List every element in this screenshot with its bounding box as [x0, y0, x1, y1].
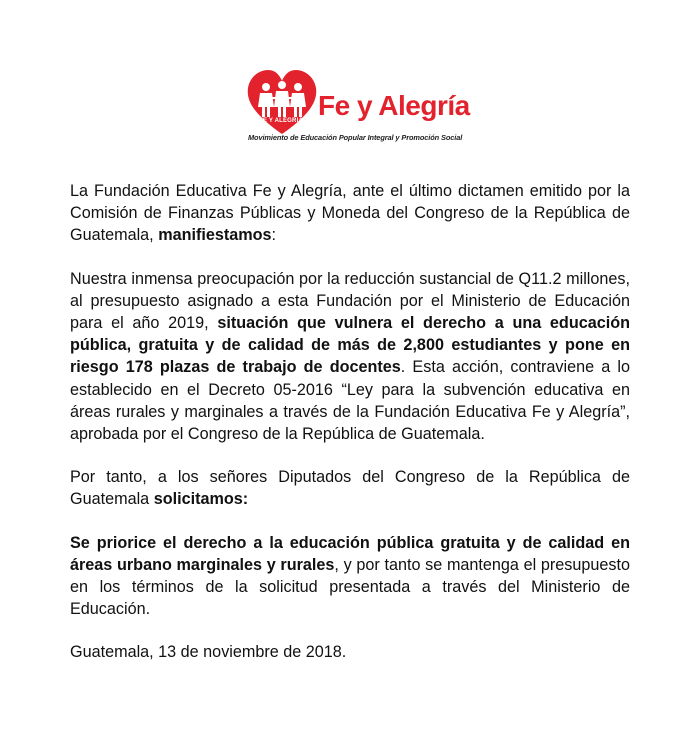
paragraph-bold-text: situación que vulnera el derecho a una educación pública, gratuita y de calidad de más de 2,800 estudiantes y pone en riesgo 178 plazas de trabajo de docentes: [70, 314, 630, 377]
paragraph-text: Nuestra inmensa preocupación por la reducción sustancial de Q11.2 millones, al presupuesto asignado a esta Fundación por el Ministerio de Educación para el año 2019,: [70, 269, 630, 333]
paragraph-text: . Esta acción, contraviene a lo establecido en el Decreto 05-2016 “Ley para la subvención educativa en áreas rurales y marginales a través de la Fundación Educativa Fe y Alegría”, aprobada por el Congreso de la República de Guatemala.: [70, 358, 630, 444]
paragraph-intro: [70, 180, 630, 247]
brand-tagline: Movimiento de Educación Popular Integral y Promoción Social: [248, 133, 463, 142]
paragraph-text: Por tanto, a los señores Diputados del Congreso de la República de Guatemala: [70, 468, 630, 509]
date-text: Guatemala, 13 de noviembre de 2018.: [70, 643, 347, 662]
paragraph-text: , y por tanto se mantenga el presupuesto en los términos de la solicitud presentada a través del Ministerio de Educación.: [70, 555, 631, 619]
paragraph-text: La Fundación Educativa Fe y Alegría, ante el último dictamen emitido por la Comisión de Finanzas Públicas y Moneda del Congreso de la República de Guatemala,: [70, 182, 630, 245]
paragraph-bold-text: solicitamos:: [153, 490, 249, 509]
paragraph-concern: [70, 268, 630, 446]
paragraph-date: [70, 641, 630, 663]
letter-body: [70, 180, 630, 664]
paragraph-request-intro: [70, 466, 630, 510]
paragraph-text: :: [271, 226, 277, 245]
paragraph-bold-text: Se priorice el derecho a la educación pública gratuita y de calidad en áreas urbano marginales y rurales: [70, 533, 630, 574]
logo-heart-text: FE Y ALEGRIA: [259, 118, 303, 124]
paragraph-bold-text: manifiestamos: [158, 226, 272, 245]
fe-y-alegria-logo: [246, 60, 476, 154]
paragraph-request: [70, 532, 630, 621]
heart-children-logo-icon: [246, 70, 318, 136]
brand-name: Fe y Alegría: [318, 90, 470, 121]
